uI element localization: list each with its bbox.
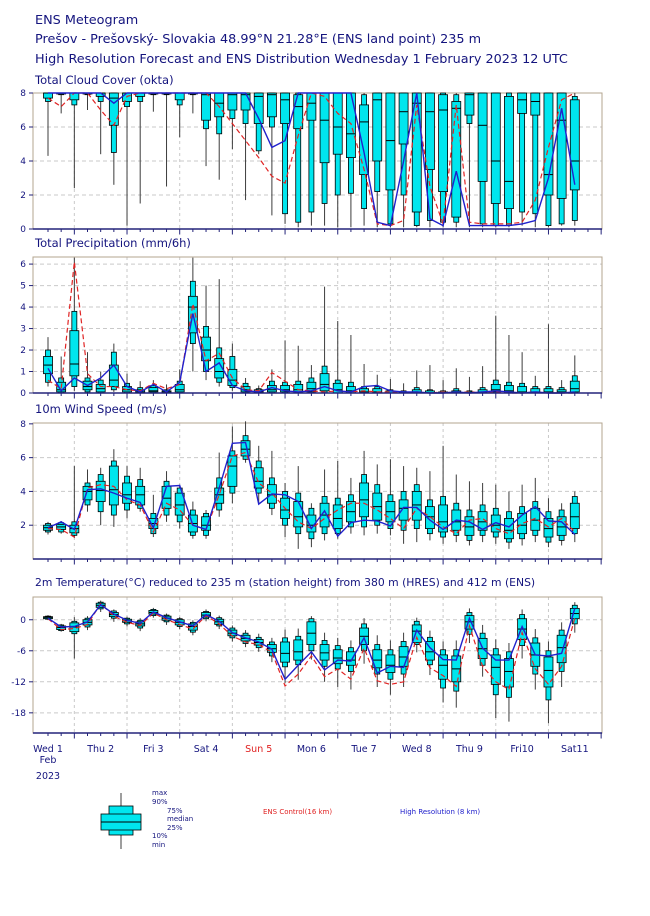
y-tick-label: 0 [20, 389, 26, 399]
box-25-75 [70, 93, 79, 100]
day-label: Thu 9 [455, 744, 483, 755]
box-25-75 [386, 93, 395, 190]
forecast-subtitle: High Resolution Forecast and ENS Distribution Wednesday 1 February 2023 12 UTC [35, 51, 568, 67]
panel-title-precipitation: Total Precipitation (mm/6h) [35, 236, 191, 250]
day-label: Thu 2 [87, 744, 115, 755]
box-25-75 [557, 635, 566, 662]
legend-10-label: 10% [152, 832, 168, 840]
box-25-75 [373, 93, 382, 161]
y-tick-label: 8 [20, 89, 26, 99]
legend-min-label: min [152, 841, 166, 849]
wind-panel [20, 420, 602, 565]
box-25-75 [175, 93, 184, 100]
legend-25-label: 25% [167, 824, 183, 832]
box-25-75 [570, 503, 579, 528]
box-25-75 [294, 640, 303, 660]
box-25-75 [228, 93, 237, 110]
y-tick-label: 3 [20, 324, 26, 335]
legend-high-resolution-label: High Resolution (8 km) [400, 808, 481, 816]
box-25-75 [294, 95, 303, 129]
day-label: Wed 8 [401, 744, 432, 755]
legend-ens-control-label: ENS Control(16 km) [263, 808, 333, 816]
y-tick-label: 1 [20, 367, 26, 378]
panel-title-temperature: 2m Temperature(°C) reduced to 235 m (station height) from 380 m (HRES) and 412 m (ENS) [35, 576, 536, 589]
y-tick-label: -6 [17, 646, 26, 657]
box-25-75 [491, 93, 500, 204]
legend-75-label: 75% [167, 807, 183, 815]
box-25-75 [281, 93, 290, 124]
day-label: Wed 1 [33, 744, 63, 755]
y-tick-label: 0 [20, 615, 26, 626]
time-axis-labels [33, 744, 589, 755]
box-25-75 [399, 500, 408, 520]
box-25-75 [531, 93, 540, 115]
box-25-75 [44, 93, 53, 98]
box-25-75 [241, 93, 250, 110]
y-tick-label: 4 [20, 303, 26, 314]
y-tick-label: 4 [20, 487, 26, 498]
day-label: Sat11 [560, 744, 589, 755]
y-tick-label: 2 [20, 521, 26, 532]
box-25-75 [518, 93, 527, 113]
legend-median-label: median [167, 815, 194, 823]
y-tick-label: 6 [20, 260, 26, 271]
legend-max-label: max [152, 789, 168, 797]
box-25-75 [518, 513, 527, 533]
y-tick-label: 8 [20, 419, 26, 430]
month-label: Feb [39, 755, 57, 766]
y-tick-label: 5 [20, 281, 26, 292]
box-25-75 [465, 93, 474, 115]
box-25-75 [412, 491, 421, 520]
day-label: Tue 7 [351, 744, 377, 755]
legend-90-label: 90% [152, 798, 168, 806]
box-25-75 [504, 659, 513, 687]
box-25-75 [570, 100, 579, 190]
box-25-75 [333, 93, 342, 154]
day-label: Fri10 [510, 744, 534, 755]
panel-title-cloud-cover: Total Cloud Cover (okta) [35, 73, 174, 87]
y-tick-label: -18 [11, 708, 26, 719]
station-subtitle: Prešov - Prešovský- Slovakia 48.99°N 21.28°E (ENS land point) 235 m [35, 32, 482, 48]
box-25-75 [425, 93, 434, 170]
y-tick-label: 2 [20, 346, 26, 357]
box-25-75 [228, 456, 237, 486]
y-tick-label: 2 [20, 191, 26, 201]
y-tick-label: 4 [20, 157, 26, 167]
y-tick-label: 6 [20, 123, 26, 133]
y-tick-label: 6 [20, 453, 26, 464]
day-label: Sat 4 [193, 744, 219, 755]
box-25-75 [544, 657, 553, 687]
cloud-panel [20, 89, 602, 235]
box-25-75 [202, 93, 211, 120]
year-label: 2023 [35, 771, 61, 782]
box-25-75 [294, 384, 303, 392]
box-25-75 [346, 652, 355, 665]
box-25-75 [346, 93, 355, 158]
box-25-75 [281, 642, 290, 662]
legend-box-glyph [101, 793, 141, 849]
box-25-75 [399, 93, 408, 144]
y-tick-label: 0 [20, 225, 26, 235]
day-label: Sun 5 [245, 744, 273, 755]
box-25-75 [439, 95, 448, 192]
box-25-75 [557, 517, 566, 536]
box-25-75 [320, 93, 329, 163]
panel-title-wind-speed: 10m Wind Speed (m/s) [35, 402, 167, 416]
day-label: Fri 3 [143, 744, 164, 755]
box-25-75 [109, 466, 118, 505]
temp-panel [11, 597, 602, 739]
box-25-75 [452, 102, 461, 218]
day-label: Mon 6 [296, 744, 326, 755]
box-25-75 [267, 93, 276, 117]
box-25-75 [504, 96, 513, 208]
precip-panel [20, 257, 602, 399]
page-title: ENS Meteogram [35, 13, 139, 28]
box-25-75 [307, 93, 316, 120]
box-25-75 [96, 384, 105, 392]
box-25-75 [478, 93, 487, 181]
box-25-75 [570, 381, 579, 392]
y-tick-label: -12 [11, 677, 26, 688]
box-25-75 [70, 331, 79, 376]
box-25-75 [504, 518, 513, 538]
box-25-75 [123, 483, 132, 503]
box-25-75 [215, 93, 224, 117]
box-25-75 [386, 655, 395, 673]
box-25-75 [320, 645, 329, 661]
